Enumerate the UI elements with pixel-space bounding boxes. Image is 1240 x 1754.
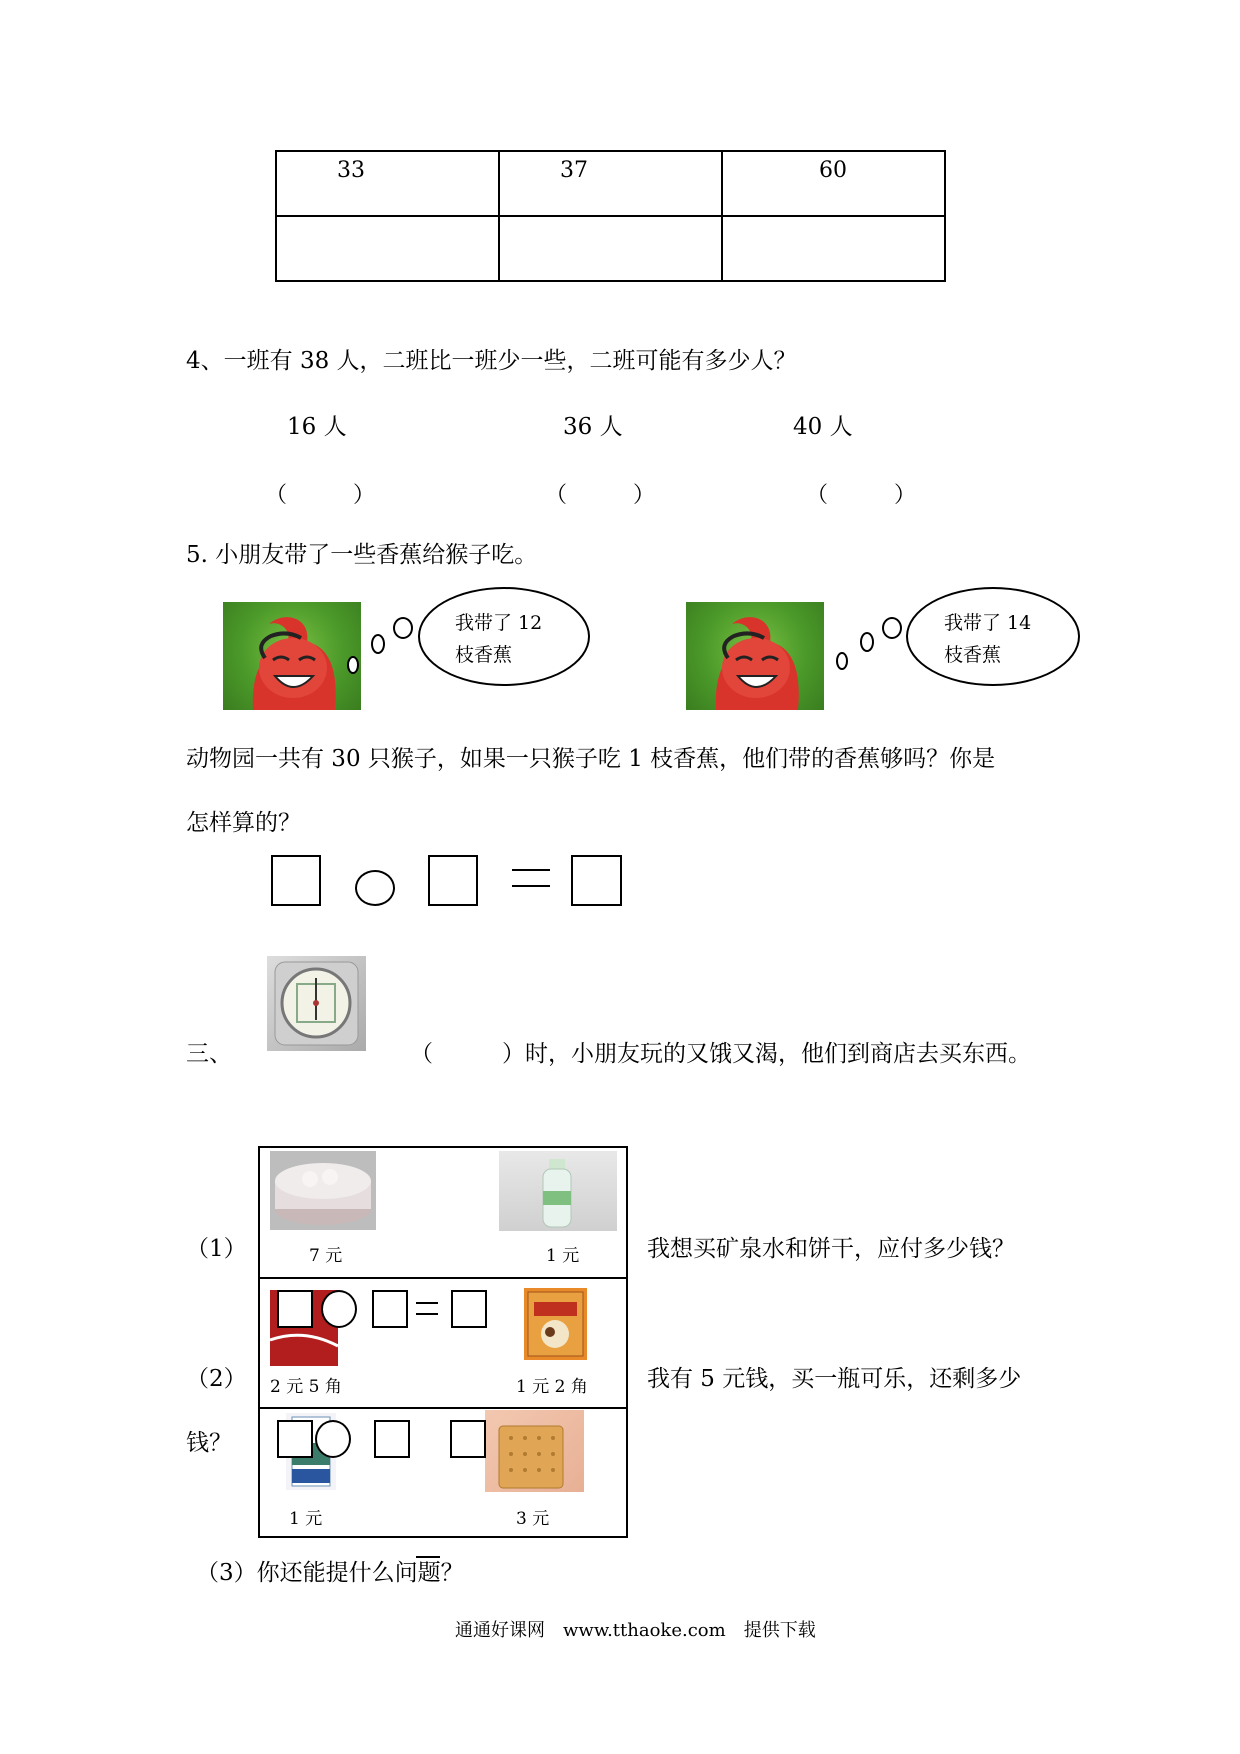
water-bottle-image [499, 1151, 617, 1231]
q5-paragraph: 动物园一共有 30 只猴子，如果一只猴子吃 1 枝香蕉，他们带的香蕉够吗？你是 [186, 746, 996, 772]
q2-text: 我有 5 元钱，买一瓶可乐，还剩多少 [647, 1366, 1022, 1392]
price-label: 1 元 [546, 1246, 580, 1266]
bubble-text: 我带了 12 [455, 612, 543, 634]
q1-label: （1） [186, 1236, 247, 1262]
q4-option-1: 16 人 [287, 414, 347, 440]
answer-box[interactable] [374, 1420, 410, 1458]
thought-dot [882, 617, 902, 639]
q5-paragraph-cont: 怎样算的？ [186, 810, 301, 836]
thought-dot [371, 634, 385, 654]
equals-sign [512, 869, 550, 887]
section-3-label: 三、 [186, 1041, 232, 1067]
q2-label: （2） [186, 1366, 247, 1392]
thought-dot [347, 656, 359, 674]
snack-bag-image [524, 1288, 587, 1360]
answer-box[interactable] [571, 855, 622, 906]
price-label: 3 元 [516, 1509, 550, 1529]
bubble-text: 枝香蕉 [455, 644, 513, 666]
answer-box[interactable] [277, 1290, 313, 1328]
table-cell: 60 [722, 151, 945, 216]
question-5: 5. 小朋友带了一些香蕉给猴子吃。 [186, 542, 538, 568]
q4-option-2: 36 人 [563, 414, 623, 440]
operator-circle[interactable] [321, 1290, 357, 1328]
answer-box[interactable] [277, 1420, 313, 1458]
thought-dot [836, 652, 848, 670]
equals-sign [416, 1302, 438, 1315]
cartoon-character-image [223, 602, 361, 710]
answer-box[interactable] [450, 1420, 486, 1458]
cake-image [270, 1151, 376, 1230]
answer-cell[interactable] [499, 216, 722, 281]
operator-circle[interactable] [315, 1420, 351, 1458]
page-footer: 通通好课网 www.tthaoke.com 提供下载 [455, 1620, 816, 1641]
underline-mark [416, 1556, 440, 1558]
bubble-text: 枝香蕉 [944, 644, 1002, 666]
speech-bubble [418, 587, 590, 686]
section-3-text: （ ）时，小朋友玩的又饿又渴，他们到商店去买东西。 [410, 1041, 1031, 1067]
q4-answer-1[interactable]: （ ） [265, 483, 376, 508]
table-cell: 37 [499, 151, 722, 216]
answer-box[interactable] [271, 855, 321, 906]
answer-box[interactable] [451, 1290, 487, 1328]
bubble-text: 我带了 14 [944, 612, 1032, 634]
price-label: 1 元 2 角 [516, 1377, 588, 1397]
clock-image [267, 956, 366, 1051]
price-label: 2 元 5 角 [270, 1377, 342, 1397]
answer-cell[interactable] [722, 216, 945, 281]
thought-dot [393, 617, 413, 639]
question-4: 4、一班有 38 人，二班比一班少一些，二班可能有多少人？ [186, 348, 797, 374]
q2-text-cont: 钱？ [186, 1430, 232, 1456]
answer-cell[interactable] [276, 216, 499, 281]
answer-box[interactable] [372, 1290, 408, 1328]
q4-option-3: 40 人 [793, 414, 853, 440]
q4-answer-3[interactable]: （ ） [806, 483, 917, 508]
cartoon-character-image [686, 602, 824, 710]
number-table [275, 150, 946, 282]
q3-text: （3）你还能提什么问题？ [196, 1560, 464, 1586]
q1-text: 我想买矿泉水和饼干，应付多少钱？ [647, 1236, 1015, 1262]
answer-box[interactable] [428, 855, 478, 906]
speech-bubble [906, 587, 1080, 686]
thought-dot [860, 632, 874, 652]
biscuit-image [485, 1410, 584, 1492]
price-label: 7 元 [309, 1246, 343, 1266]
shop-price-table [258, 1146, 628, 1538]
table-cell: 33 [276, 151, 499, 216]
operator-circle[interactable] [355, 870, 395, 906]
price-label: 1 元 [289, 1509, 323, 1529]
q4-answer-2[interactable]: （ ） [545, 483, 656, 508]
